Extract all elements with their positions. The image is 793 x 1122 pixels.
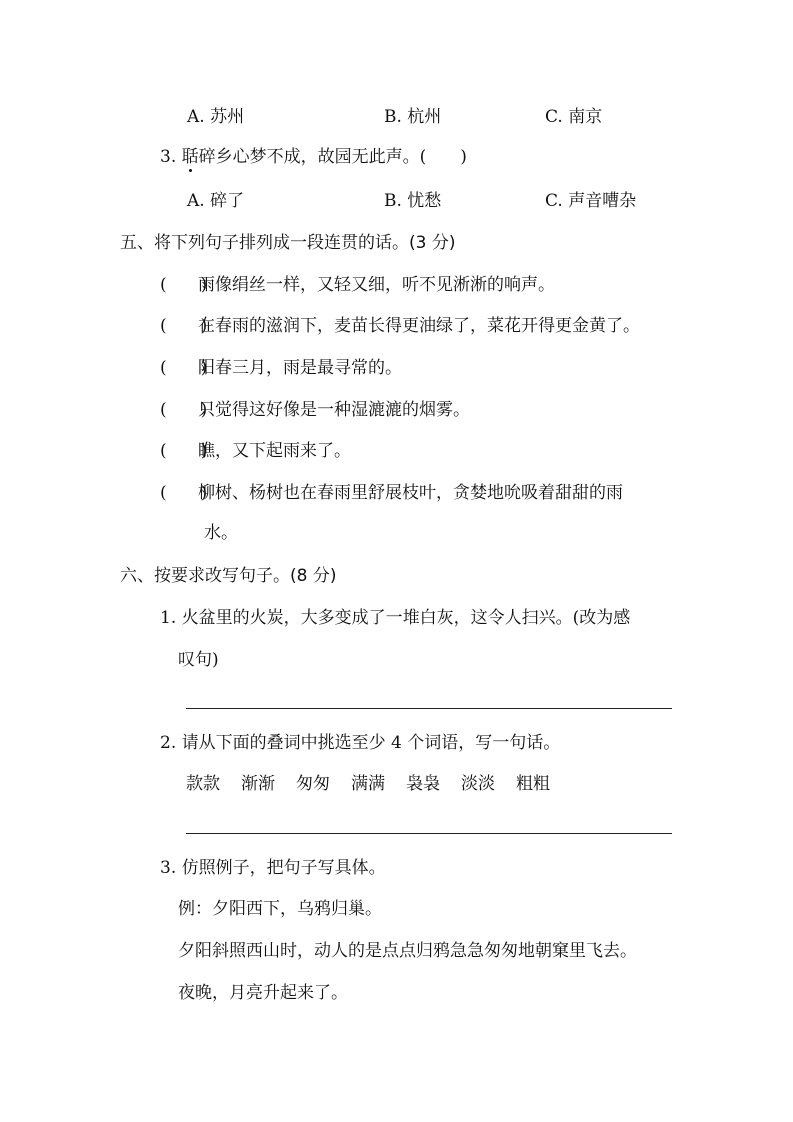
word-item: 匆匆 — [296, 774, 330, 794]
word-item: 袅袅 — [406, 774, 440, 794]
answer-blank[interactable]: ( ) — [160, 441, 208, 461]
ordering-text: 只觉得这好像是一种湿漉漉的烟雾。 — [198, 400, 470, 420]
word-item: 款款 — [186, 774, 220, 794]
ordering-item — [160, 315, 640, 337]
rewrite-question-1: 1. 火盆里的火炭，大多变成了一堆白灰，这令人扫兴。(改为感 — [160, 608, 631, 628]
option-b: B. 杭州 — [384, 107, 442, 127]
section-6-title: 六、按要求改写句子。(8 分) — [120, 566, 337, 586]
word-item: 淡淡 — [461, 774, 495, 794]
answer-blank[interactable]: ( ) — [160, 316, 208, 336]
task-sentence: 夜晚，月亮升起来了。 — [178, 983, 348, 1003]
section-5-title: 五、将下列句子排列成一段连贯的话。(3 分) — [120, 233, 456, 253]
rewrite-question-1-cont: 叹句) — [178, 650, 219, 670]
ordering-text: 瞧，又下起雨来了。 — [198, 441, 351, 461]
ordering-text: 雨像绢丝一样，又轻又细，听不见淅淅的响声。 — [198, 275, 555, 295]
word-item: 粗粗 — [516, 774, 550, 794]
question-text: 碎乡心梦不成，故园无此声。( ) — [198, 147, 467, 167]
emphasized-char: 聒 — [181, 147, 199, 167]
example-expanded: 夕阳斜照西山时，动人的是点点归鸦急急匆匆地朝窠里飞去。 — [178, 941, 637, 961]
ordering-item — [160, 440, 351, 462]
ordering-text: 阳春三月，雨是最寻常的。 — [198, 358, 402, 378]
answer-line-2[interactable] — [186, 833, 672, 834]
word-item: 渐渐 — [241, 774, 275, 794]
question-number: 3. — [160, 147, 177, 167]
rewrite-question-3: 3. 仿照例子，把句子写具体。 — [160, 858, 386, 878]
ordering-item — [160, 482, 623, 504]
q3-option-b: B. 忧愁 — [384, 191, 442, 211]
ordering-text: 柳树、杨树也在春雨里舒展枝叶，贪婪地吮吸着甜甜的雨 — [198, 483, 623, 503]
answer-line-1[interactable] — [186, 708, 672, 709]
ordering-item — [160, 399, 470, 421]
q3-option-c: C. 声音嘈杂 — [545, 191, 637, 211]
answer-blank[interactable]: ( ) — [160, 275, 208, 295]
answer-blank[interactable]: ( ) — [160, 358, 208, 378]
answer-blank[interactable]: ( ) — [160, 483, 208, 503]
q3-option-a: A. 碎了 — [187, 191, 245, 211]
ordering-text: 在春雨的滋润下，麦苗长得更油绿了，菜花开得更金黄了。 — [198, 316, 640, 336]
ordering-item-continuation: 水。 — [204, 523, 238, 543]
option-a: A. 苏州 — [187, 107, 245, 127]
answer-blank[interactable]: ( ) — [160, 400, 208, 420]
rewrite-question-2: 2. 请从下面的叠词中挑选至少 4 个词语，写一句话。 — [160, 733, 561, 753]
word-item: 满满 — [351, 774, 385, 794]
ordering-item — [160, 357, 402, 379]
example-label: 例：夕阳西下，乌鸦归巢。 — [178, 899, 382, 919]
option-c: C. 南京 — [545, 107, 603, 127]
reduplicated-word-list — [186, 773, 571, 795]
question-3 — [160, 146, 467, 168]
ordering-item — [160, 274, 555, 296]
